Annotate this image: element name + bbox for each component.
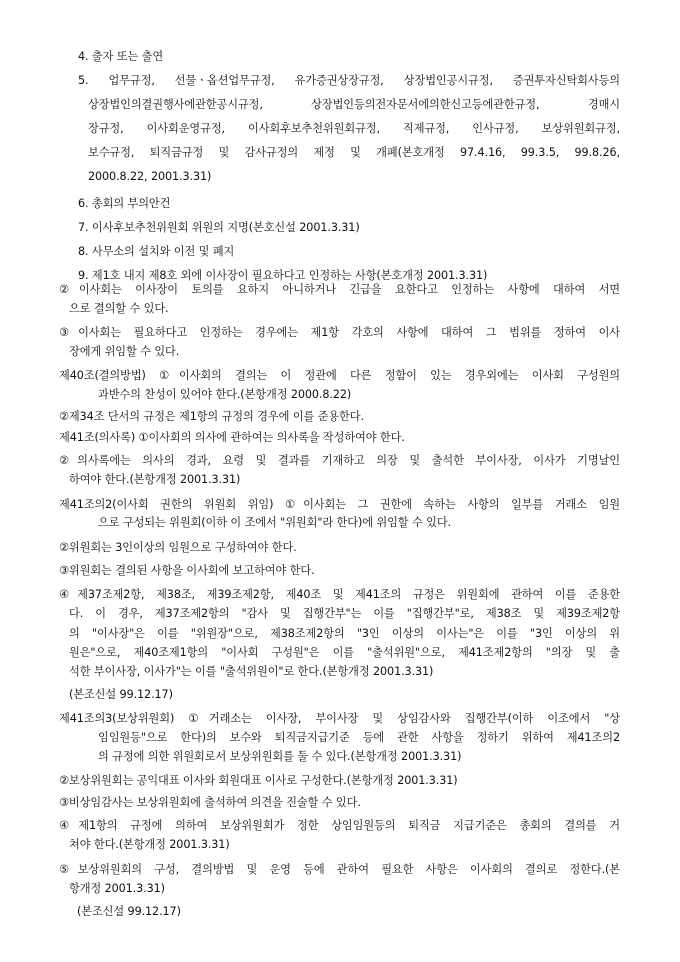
article-41: 제41조(의사록) ①이사회의 의사에 관하여는 의사록을 작성하여야 한다. [59, 431, 405, 444]
article-41-3-cont: 의 규정에 의한 위원회로서 보상위원회를 둘 수 있다.(본항개정 2001.3.31) [98, 750, 462, 763]
paragraph-cont: 하여야 한다.(본항개정 2001.3.31) [69, 473, 241, 486]
paragraph: ②제34조 단서의 규정은 제1항의 규정의 경우에 이를 준용한다. [59, 410, 364, 423]
paragraph-cont: 쳐야 한다.(본항개정 2001.3.31) [69, 838, 230, 851]
list-item-8: 8. 사무소의 설치와 이전 및 폐지 [78, 245, 235, 258]
paragraph: ④제37조제2항, 제38조, 제39조제2항, 제40조 및 제41조의 규정은 위원회에 관하여 이를 준용한 [59, 588, 620, 601]
paragraph: ③비상임감사는 보상위원회에 출석하여 의견을 진술할 수 있다. [59, 796, 361, 809]
article-40: 제40조(결의방법) ①이사회의 결의는 이 정관에 다른 정함이 있는 경우외에는 이사회 구성원의 [59, 369, 620, 382]
list-item-9: 9. 제1호 내지 제8호 외에 이사장이 필요하다고 인정하는 사항(본호개정 2001.3.31) [78, 269, 488, 282]
enactment-note: (본조신설 99.12.17) [77, 905, 181, 918]
list-item-5-cont: 상장법인의결권행사에관한공시규정, 상장법인등의전자문서에의한신고등에관한규정, 경매시 [88, 98, 620, 111]
article-41-3: 제41조의3(보상위원회) ①거래소는 이사장, 부이사장 및 상임감사와 집행간부(이하 이조에서 "상 [59, 712, 620, 725]
paragraph: ④제1항의 규정에 의하여 보상위원회가 정한 상임임원등의 퇴직금 지급기준은 총회의 결의를 거 [59, 819, 620, 832]
paragraph: ②이사회는 이사장이 토의를 요하지 아니하거나 긴급을 요한다고 인정하는 사항에 대하여 서면 [59, 283, 620, 296]
paragraph-cont: 항개정 2001.3.31) [69, 882, 165, 895]
article-41-2: 제41조의2(이사회 권한의 위원회 위임) ①이사회는 그 권한에 속하는 사항의 일부를 거래소 임원 [59, 498, 620, 511]
list-item-7: 7. 이사후보추천위원회 위원의 지명(본호신설 2001.3.31) [78, 221, 360, 234]
paragraph: ②위원회는 3인이상의 임원으로 구성하여야 한다. [59, 541, 297, 554]
paragraph: ③위원회는 결의된 사항을 이사회에 보고하여야 한다. [59, 564, 315, 577]
paragraph: ②보상위원회는 공익대표 이사와 회원대표 이사로 구성한다.(본항개정 2001.3.31) [59, 774, 458, 787]
paragraph-cont: 의 "이사장"은 이를 "위원장"으로, 제38조제2항의 "3인 이상의 이사는"은 이를 "3인 이상의 위 [69, 627, 620, 640]
article-40-cont: 과반수의 찬성이 있어야 한다.(본항개정 2000.8.22) [98, 388, 352, 401]
list-item-4: 4. 출자 또는 출연 [78, 50, 164, 63]
paragraph-cont: 석한 부이사장, 이사가"는 이를 "출석위원이"로 한다.(본항개정 2001.3.31) [69, 665, 434, 678]
paragraph-cont: 다. 이 경우, 제37조제2항의 "감사 및 집행간부"는 이를 "집행간부"로, 제38조 및 제39조제2항 [69, 607, 620, 620]
paragraph-cont: 원은"으로, 제40조제1항의 "이사회 구성원"은 이를 "출석위원"으로, 제41조제2항의 "의장 및 출 [69, 646, 620, 659]
list-item-5-cont: 2000.8.22, 2001.3.31) [88, 170, 212, 183]
paragraph: ⑤보상위원회의 구성, 결의방법 및 운영 등에 관하여 필요한 사항은 이사회의 결의로 정한다.(본 [59, 863, 620, 876]
paragraph: ②의사록에는 의사의 경과, 요령 및 결과를 기재하고 의장 및 출석한 부이사장, 이사가 기명날인 [59, 454, 620, 467]
list-item-5-cont: 보수규정, 퇴직금규정 및 감사규정의 제정 및 개폐(본호개정 97.4.16, 99.3.5, 99.8.26, [88, 146, 620, 159]
article-41-2-cont: 으로 구성되는 위원회(이하 이 조에서 "위원회"라 한다)에 위임할 수 있다. [98, 516, 451, 529]
list-item-5-cont: 장규정, 이사회운영규정, 이사회후보추천위원회규정, 직제규정, 인사규정, 보상위원회규정, [88, 122, 620, 135]
paragraph-cont: 장에게 위임할 수 있다. [69, 345, 180, 358]
paragraph: ③이사회는 필요하다고 인정하는 경우에는 제1항 각호의 사항에 대하여 그 범위를 정하여 이사 [59, 326, 620, 339]
list-item-6: 6. 총회의 부의안건 [78, 197, 171, 210]
article-41-3-cont: 임임원등"으로 한다)의 보수와 퇴직금지급기준 등에 관한 사항을 정하기 위하여 제41조의2 [98, 731, 620, 744]
enactment-note: (본조신설 99.12.17) [69, 688, 173, 701]
paragraph-cont: 으로 결의할 수 있다. [69, 302, 169, 315]
list-item-5: 5. 업무규정, 선물ㆍ옵션업무규정, 유가증권상장규정, 상장법인공시규정, 증권투자신탁회사등의 [78, 74, 620, 87]
